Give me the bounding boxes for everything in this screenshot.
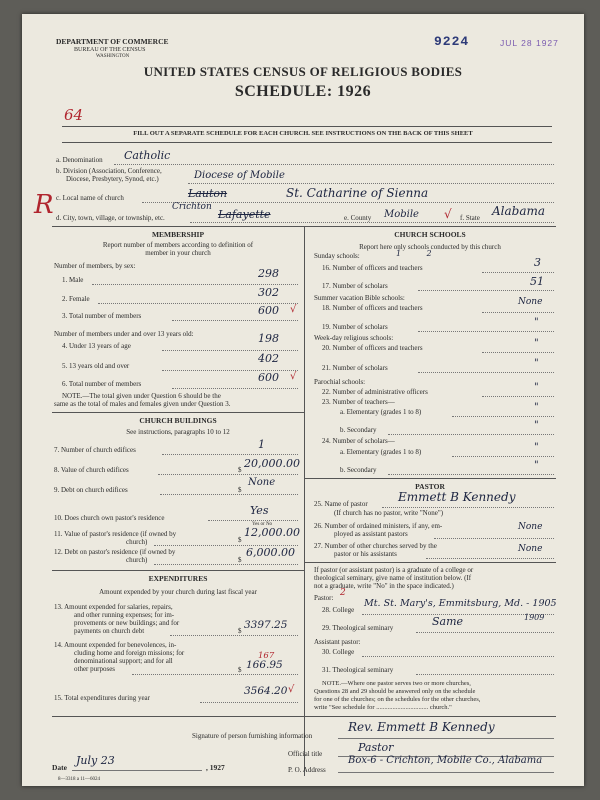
q6-label: 6. Total number of members — [62, 380, 142, 388]
q25-label: 25. Name of pastor — [314, 500, 368, 508]
membership-heading: MEMBERSHIP — [151, 230, 205, 239]
q17-label: 17. Number of scholars — [322, 282, 388, 290]
pastor-note-3: for one of the churches; on the schedules for the other churches, — [314, 696, 481, 703]
census-schedule-sheet — [22, 14, 584, 786]
q9-value: None — [248, 477, 276, 488]
po-address-label: P. O. Address — [288, 766, 326, 774]
q23-label: 23. Number of teachers— — [322, 398, 395, 406]
q9-dollar: $ — [238, 486, 242, 494]
q17-value: 51 — [530, 275, 544, 288]
sunday-school-count-marks: 1 2 — [396, 249, 432, 258]
graduate-note-1: If pastor (or assistant pastor) is a graduate of a college or — [314, 566, 474, 574]
q13-dollar: $ — [238, 627, 242, 635]
received-date-stamp: JUL 28 1927 — [500, 38, 559, 48]
q14-value: 166.95 — [246, 659, 283, 671]
date-value: July 23 — [76, 754, 115, 767]
graduate-note-3: not a graduate, write "No" in the space indicated.) — [314, 582, 454, 590]
q7-value: 1 — [258, 438, 265, 451]
q1-label: 1. Male — [62, 276, 84, 284]
pastor-note-1: NOTE.—Where one pastor serves two or more churches, — [322, 680, 471, 687]
q19-value: " — [534, 317, 539, 328]
q18-value: None — [518, 297, 543, 307]
red-check-q3: √ — [290, 304, 297, 315]
date-label: Date — [52, 763, 67, 772]
q5-value: 402 — [258, 352, 279, 365]
buildings-sub: See instructions, paragraphs 10 to 12 — [126, 428, 230, 436]
county-value: Mobile — [384, 209, 419, 220]
year-label: , 1927 — [206, 763, 225, 772]
q13-value: 3397.25 — [244, 619, 288, 631]
q22-label: 22. Number of administrative officers — [322, 388, 428, 396]
form-subtitle: SCHEDULE: 1926 — [234, 83, 372, 100]
q10-value: Yes — [250, 504, 269, 517]
q24b-label: b. Secondary — [340, 466, 377, 474]
q14-label: 14. Amount expended for benevolences, in- — [54, 641, 177, 649]
red-check-county: √ — [444, 207, 452, 221]
q23a-value: " — [534, 402, 539, 413]
form-number: 8—3318 a 11—6024 — [58, 777, 101, 782]
q14-label-3: denominational support; and for all — [74, 657, 173, 665]
county-label: e. County — [344, 214, 372, 222]
q28-value: Mt. St. Mary's, Emmitsburg, Md. - 1905 — [364, 598, 557, 609]
q22-value: " — [534, 382, 539, 393]
denomination-value: Catholic — [124, 149, 171, 162]
pastor-name-value: Emmett B Kennedy — [398, 490, 516, 504]
q26-label-2: ployed as assistant pastors — [334, 530, 408, 538]
q12-value: 6,000.00 — [246, 546, 295, 559]
pastor-red-mark: 2 — [340, 588, 346, 598]
q25-note: (If church has no pastor, write "None") — [334, 509, 444, 517]
pastor-subheading: Pastor: — [314, 594, 334, 602]
schools-intro: Report here only schools conducted by this church — [359, 243, 501, 251]
denomination-label: a. Denomination — [56, 156, 103, 164]
red-r-mark: R — [34, 190, 54, 220]
age-intro-label: Number of members under and over 13 years old: — [54, 330, 194, 338]
q11-value: 12,000.00 — [244, 526, 300, 539]
q23b-label: b. Secondary — [340, 426, 377, 434]
q8-dollar: $ — [238, 466, 242, 474]
q13-label-4: payments on church debt — [74, 627, 145, 635]
q29-year: 1909 — [524, 613, 545, 622]
division-value: Diocese of Mobile — [194, 170, 285, 181]
q24a-value: " — [534, 442, 539, 453]
q16-label: 16. Number of officers and teachers — [322, 264, 423, 272]
q13-label-3: provements or new buildings; and for — [74, 619, 180, 627]
q18-label: 18. Number of officers and teachers — [322, 304, 423, 312]
q15-label: 15. Total expenditures during year — [54, 694, 150, 702]
vacation-schools-label: Summer vacation Bible schools: — [314, 294, 405, 302]
assistant-pastor-subheading: Assistant pastor: — [314, 638, 361, 646]
membership-intro: Report number of members according to definition of member in your church — [102, 241, 254, 257]
q12-label: 12. Debt on pastor's residence (if owned by — [54, 548, 176, 556]
q23a-label: a. Elementary (grades 1 to 8) — [340, 408, 422, 416]
q4-value: 198 — [258, 332, 279, 345]
instruction-line: FILL OUT A SEPARATE SCHEDULE FOR EACH CHURCH. SEE INSTRUCTIONS ON THE BACK OF THIS SHEET — [133, 130, 473, 137]
q27-label-2: pastor or his assistants — [334, 550, 397, 558]
schedule-number-stamp: 9224 — [434, 34, 470, 49]
state-value: Alabama — [492, 204, 546, 218]
division-label: b. Division (Association, Conference, — [56, 167, 162, 175]
q14-label-2: cluding home and foreign missions; for — [74, 649, 185, 657]
city-above-value: Crichton — [172, 202, 212, 212]
pastor-heading: PASTOR — [415, 482, 445, 491]
q14-label-4: other purposes — [74, 665, 116, 673]
q28-label: 28. College — [322, 606, 355, 614]
q14-dollar: $ — [238, 666, 242, 674]
q27-value: None — [518, 544, 543, 554]
q8-label: 8. Value of church edifices — [54, 466, 129, 474]
city-label: d. City, town, village, or township, etc. — [56, 214, 165, 222]
q13-label-2: and other running expenses; for im- — [74, 611, 175, 619]
q31-label: 31. Theological seminary — [322, 666, 394, 674]
sunday-schools-label: Sunday schools: — [314, 252, 360, 260]
q19-label: 19. Number of scholars — [322, 323, 388, 331]
schools-heading: CHURCH SCHOOLS — [394, 230, 466, 239]
q11-dollar: $ — [238, 536, 242, 544]
red-annotation-number: 64 — [64, 106, 84, 124]
q11-label: 11. Value of pastor's residence (if owned by — [54, 530, 177, 538]
q29-value: Same — [432, 615, 464, 628]
q26-value: None — [518, 522, 543, 532]
q10-label: 10. Does church own pastor's residence — [54, 514, 165, 522]
q8-value: 20,000.00 — [244, 457, 300, 470]
q2-value: 302 — [258, 286, 279, 299]
q11-label-2: church) — [126, 538, 148, 546]
official-title-label: Official title — [288, 750, 323, 758]
pastor-note-4: write "See schedule for ................................ church." — [314, 704, 452, 711]
q13-label: 13. Amount expended for salaries, repairs, — [54, 603, 173, 611]
expenditures-sub: Amount expended by your church during last fiscal year — [99, 588, 257, 596]
q14-red-correction: 167 — [258, 651, 275, 661]
q21-value: " — [534, 358, 539, 369]
q30-label: 30. College — [322, 648, 355, 656]
graduate-note-2: theological seminary, give name of institution below. (If — [314, 574, 472, 582]
red-check-q6: √ — [290, 371, 297, 382]
buildings-heading: CHURCH BUILDINGS — [139, 416, 217, 425]
q3-label: 3. Total number of members — [62, 312, 142, 320]
membership-note-2: same as the total of males and females given under Question 3. — [54, 400, 231, 408]
signature-value: Rev. Emmett B Kennedy — [348, 720, 495, 734]
city-struck-value: Lafayette — [218, 208, 271, 221]
red-check-q15: √ — [288, 684, 295, 695]
q23b-value: " — [534, 420, 539, 431]
form-title: UNITED STATES CENSUS OF RELIGIOUS BODIES — [143, 64, 463, 79]
q20-label: 20. Number of officers and teachers — [322, 344, 423, 352]
city-label: WASHINGTON — [96, 54, 130, 59]
q24a-label: a. Elementary (grades 1 to 8) — [340, 448, 422, 456]
q24-label: 24. Number of scholars— — [322, 437, 395, 445]
q7-label: 7. Number of church edifices — [54, 446, 136, 454]
q24b-value: " — [534, 460, 539, 471]
po-address-value: Box-6 - Crichton, Mobile Co., Alabama — [348, 755, 543, 766]
q29-label: 29. Theological seminary — [322, 624, 394, 632]
expenditures-heading: EXPENDITURES — [148, 574, 208, 583]
q5-label: 5. 13 years old and over — [62, 362, 130, 370]
church-name-struck: Lauton — [188, 187, 228, 200]
weekday-schools-label: Week-day religious schools: — [314, 334, 394, 342]
church-name-value: St. Catharine of Sienna — [286, 186, 429, 200]
q4-label: 4. Under 13 years of age — [62, 342, 131, 350]
membership-note-1: NOTE.—The total given under Question 6 should be the — [62, 392, 221, 400]
division-label-2: Diocese, Presbytery, Synod, etc.) — [66, 175, 159, 183]
q3-value: 600 — [258, 304, 279, 317]
q27-label: 27. Number of other churches served by the — [314, 542, 437, 550]
q6-value: 600 — [258, 371, 279, 384]
q21-label: 21. Number of scholars — [322, 364, 388, 372]
official-title-value: Pastor — [358, 741, 394, 754]
q15-value: 3564.20 — [244, 685, 288, 697]
department-label: DEPARTMENT OF COMMERCE — [56, 37, 169, 46]
q1-value: 298 — [258, 267, 279, 280]
q26-label: 26. Number of ordained ministers, if any, em- — [314, 522, 443, 530]
q12-dollar: $ — [238, 556, 242, 564]
q2-label: 2. Female — [62, 295, 90, 303]
q16-value: 3 — [534, 256, 541, 269]
church-name-label: c. Local name of church — [56, 194, 124, 202]
q12-label-2: church) — [126, 556, 148, 564]
parochial-schools-label: Parochial schools: — [314, 378, 366, 386]
bureau-label: BUREAU OF THE CENSUS — [74, 47, 146, 53]
signature-label: Signature of person furnishing information — [192, 732, 313, 740]
yes-or-no-caption: Yes or No — [252, 522, 273, 527]
state-label: f. State — [460, 214, 480, 222]
q9-label: 9. Debt on church edifices — [54, 486, 128, 494]
by-sex-label: Number of members, by sex: — [54, 262, 136, 270]
pastor-note-2: Questions 28 and 29 should be answered only on the schedule — [314, 688, 476, 695]
q20-value: " — [534, 338, 539, 349]
